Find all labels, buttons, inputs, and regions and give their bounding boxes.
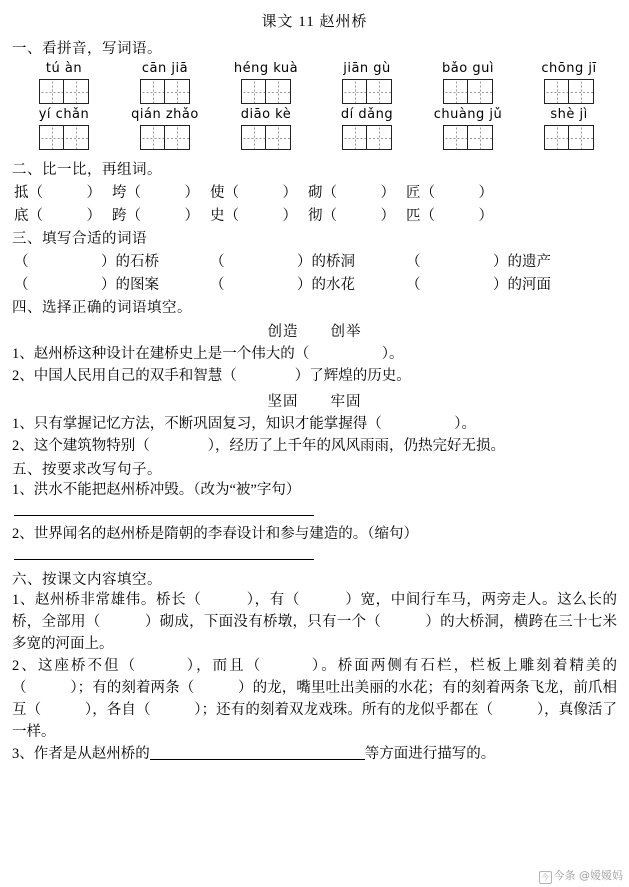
pinyin-cell xyxy=(22,107,106,150)
section-6-question-2[interactable]: 2、这座桥不但（ ），而且（ ）。桥面两侧有石栏，栏板上雕刻着精美的（ ）；有的刻着两条（ ）的龙，嘴里吐出美丽的水花；有的刻着两条飞龙，前爪相互（ ），各自（ ）；还有的刻着双龙戏珠。所有的龙似乎都在（ ），真像活了一样。 xyxy=(12,658,617,740)
pinyin-label: chuàng jǔ xyxy=(433,107,503,122)
writing-grid[interactable] xyxy=(140,79,190,104)
section-4-item[interactable]: 2、这个建筑物特别（ ），经历了上千年的风风雨雨，仍热完好无损。 xyxy=(12,438,505,455)
grid-cell[interactable] xyxy=(443,79,468,104)
grid-cell[interactable] xyxy=(544,125,569,150)
section-3-heading: 三、填写合适的词语 xyxy=(12,231,147,247)
section-5-item[interactable]: 2、世界闻名的赵州桥是隋朝的李春设计和参与建造的。（缩句） xyxy=(12,526,418,543)
pinyin-row-1 xyxy=(12,61,617,104)
writing-grid[interactable] xyxy=(443,79,493,104)
writing-grid[interactable] xyxy=(544,125,594,150)
grid-cell[interactable] xyxy=(443,125,468,150)
section-5-item[interactable]: 1、洪水不能把赵州桥冲毁。（改为“被”字句） xyxy=(12,482,301,499)
pinyin-label: shè jì xyxy=(550,107,588,122)
section-4-item[interactable]: 2、中国人民用自己的双手和智慧（ ）了辉煌的历史。 xyxy=(12,368,411,385)
compare-item[interactable]: 垮（ ） xyxy=(112,185,199,201)
pinyin-cell xyxy=(325,107,409,150)
grid-cell[interactable] xyxy=(266,79,291,104)
writing-grid[interactable] xyxy=(39,125,89,150)
compare-row xyxy=(12,181,617,202)
fill-row xyxy=(12,273,617,294)
compare-item[interactable]: 史（ ） xyxy=(210,208,297,224)
fill-row xyxy=(12,250,617,271)
watermark-logo-icon: 今 xyxy=(539,871,552,884)
compare-item[interactable]: 使（ ） xyxy=(210,185,297,201)
pinyin-cell xyxy=(22,61,106,104)
grid-cell[interactable] xyxy=(367,125,392,150)
grid-cell[interactable] xyxy=(165,79,190,104)
writing-grid[interactable] xyxy=(241,125,291,150)
pinyin-cell xyxy=(426,107,510,150)
compare-item[interactable]: 匹（ ） xyxy=(406,208,493,224)
section-6-question-3[interactable] xyxy=(12,744,617,766)
fill-item[interactable]: （ ）的桥洞 xyxy=(210,254,355,270)
question-3-blank[interactable] xyxy=(150,745,365,760)
writing-grid[interactable] xyxy=(544,79,594,104)
compare-item[interactable]: 底（ ） xyxy=(14,208,101,224)
word-option[interactable]: 创举 xyxy=(330,324,362,340)
grid-cell[interactable] xyxy=(367,79,392,104)
answer-blank-line[interactable] xyxy=(14,514,314,516)
pinyin-label: jiān gù xyxy=(343,61,391,76)
grid-cell[interactable] xyxy=(39,79,64,104)
writing-grid[interactable] xyxy=(241,79,291,104)
fill-item[interactable]: （ ）的石桥 xyxy=(14,254,159,270)
compare-row xyxy=(12,204,617,225)
section-4-item[interactable]: 1、赵州桥这种设计在建桥史上是一个伟大的（ ）。 xyxy=(12,346,404,362)
grid-cell[interactable] xyxy=(544,79,569,104)
section-1-heading: 一、看拼音，写词语。 xyxy=(12,41,162,57)
pinyin-label: héng kuà xyxy=(233,61,299,76)
compare-item[interactable]: 抵（ ） xyxy=(14,185,101,201)
compare-item[interactable]: 跨（ ） xyxy=(112,208,199,224)
compare-item[interactable]: 彻（ ） xyxy=(308,208,395,224)
pinyin-label: dí dǎng xyxy=(340,107,394,122)
pinyin-label: chōng jī xyxy=(541,61,597,76)
pinyin-label: yí chǎn xyxy=(38,107,90,122)
section-4-heading: 四、选择正确的词语填空。 xyxy=(12,300,192,316)
section-6-question-1[interactable]: 1、赵州桥非常雄伟。桥长（ ），有（ ）宽，中间行车马，两旁走人。这么长的桥，全部用（ ）砌成，下面没有桥墩，只有一个（ ）的大桥洞，横跨在三十七米多宽的河面上。 xyxy=(12,592,617,652)
section-4-item[interactable]: 1、只有掌握记忆方法，不断巩固复习，知识才能掌握得（ ）。 xyxy=(12,416,476,433)
watermark-text: 今条 @嫒嫒妈 xyxy=(553,869,623,882)
fill-item[interactable]: （ ）的河面 xyxy=(406,277,551,293)
grid-cell[interactable] xyxy=(140,125,165,150)
grid-cell[interactable] xyxy=(64,125,89,150)
pinyin-cell xyxy=(123,107,207,150)
writing-grid[interactable] xyxy=(39,79,89,104)
grid-cell[interactable] xyxy=(569,125,594,150)
grid-cell[interactable] xyxy=(140,79,165,104)
grid-cell[interactable] xyxy=(64,79,89,104)
pinyin-cell xyxy=(123,61,207,104)
word-option[interactable]: 牢固 xyxy=(330,394,362,411)
pinyin-cell xyxy=(426,61,510,104)
word-choice-group-2 xyxy=(12,390,617,411)
grid-cell[interactable] xyxy=(468,125,493,150)
writing-grid[interactable] xyxy=(140,125,190,150)
question-3-suffix: 等方面进行描写的。 xyxy=(364,746,496,763)
section-5-heading: 五、按要求改写句子。 xyxy=(12,462,162,479)
writing-grid[interactable] xyxy=(443,125,493,150)
pinyin-row-2 xyxy=(12,107,617,150)
pinyin-cell xyxy=(224,107,308,150)
pinyin-cell xyxy=(527,61,611,104)
word-option[interactable]: 坚固 xyxy=(267,394,299,411)
pinyin-cell xyxy=(527,107,611,150)
page-title: 课文 11 赵州桥 xyxy=(261,14,368,30)
section-2-heading: 二、比一比，再组词。 xyxy=(12,162,162,178)
writing-grid[interactable] xyxy=(342,79,392,104)
pinyin-label: qián zhǎo xyxy=(131,107,199,122)
pinyin-label: diāo kè xyxy=(240,107,292,122)
pinyin-label: tú àn xyxy=(45,61,83,76)
question-3-prefix: 3、作者是从赵州桥的 xyxy=(12,746,150,763)
grid-cell[interactable] xyxy=(39,125,64,150)
grid-cell[interactable] xyxy=(468,79,493,104)
pinyin-label: bǎo guì xyxy=(442,61,494,76)
fill-item[interactable]: （ ）的图案 xyxy=(14,277,159,293)
grid-cell[interactable] xyxy=(241,79,266,104)
grid-cell[interactable] xyxy=(165,125,190,150)
word-option[interactable]: 创造 xyxy=(267,324,299,340)
pinyin-label: cān jiā xyxy=(141,61,189,76)
grid-cell[interactable] xyxy=(342,79,367,104)
grid-cell[interactable] xyxy=(266,125,291,150)
section-6-heading: 六、按课文内容填空。 xyxy=(12,572,162,589)
grid-cell[interactable] xyxy=(569,79,594,104)
writing-grid[interactable] xyxy=(342,125,392,150)
answer-blank-line[interactable] xyxy=(14,558,314,560)
grid-cell[interactable] xyxy=(342,125,367,150)
compare-item[interactable]: 砌（ ） xyxy=(308,185,395,201)
word-choice-group-1 xyxy=(12,320,617,341)
watermark xyxy=(539,867,624,884)
fill-item[interactable]: （ ）的遗产 xyxy=(406,254,551,270)
pinyin-cell xyxy=(325,61,409,104)
grid-cell[interactable] xyxy=(241,125,266,150)
fill-item[interactable]: （ ）的水花 xyxy=(210,277,355,293)
pinyin-cell xyxy=(224,61,308,104)
compare-item[interactable]: 匠（ ） xyxy=(406,185,493,201)
